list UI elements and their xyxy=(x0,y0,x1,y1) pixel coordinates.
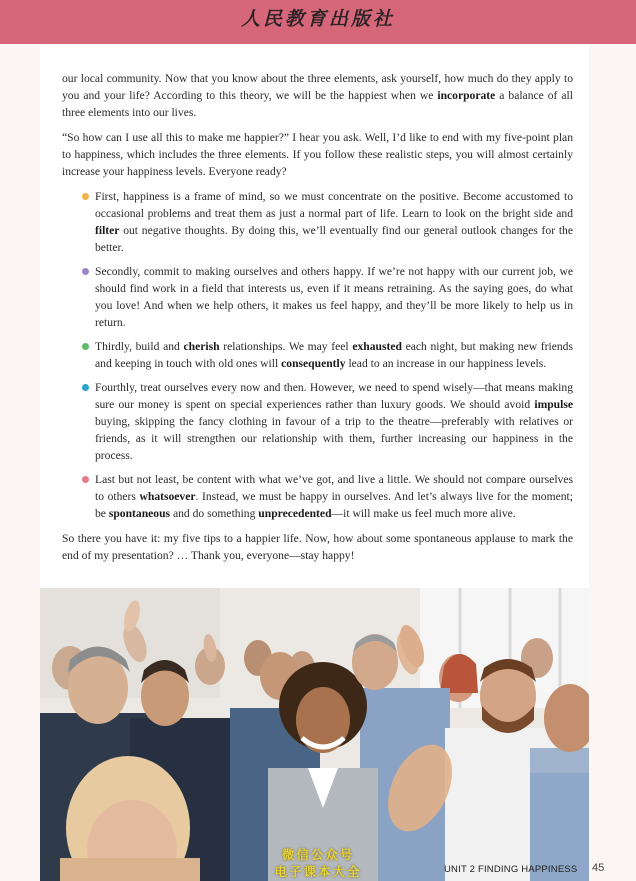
audience-illustration xyxy=(40,588,589,881)
keyword-cherish: cherish xyxy=(183,340,220,353)
keyword-impulse: impulse xyxy=(534,398,573,411)
purple-bullet-icon xyxy=(82,268,89,275)
keyword-spontaneous: spontaneous xyxy=(108,507,171,520)
list-item: Last but not least, be content with what we’ve got, and live a little. We should not compare ourselves to others whatsoever. Instead, we must be happy in ourselves. And let’s always live for the moment; be spontaneous and do something unprecedented—it will make us feel much more alive. xyxy=(62,471,573,522)
unit-label: UNIT 2 FINDING HAPPINESS xyxy=(444,864,578,875)
publisher-logo: 人民教育出版社 xyxy=(240,8,395,30)
keyword-unprecedented: unprecedented xyxy=(258,507,332,520)
watermark: 微信公众号 电子课本大全 xyxy=(274,847,362,879)
pink-bullet-icon xyxy=(82,476,89,483)
green-bullet-icon xyxy=(82,343,89,350)
list-item: First, happiness is a frame of mind, so we must concentrate on the positive. Become accustomed to occasional problems and treat them as just a normal part of life. Learn to look on the bright side and filter out negative thoughts. By doing this, we’ll eventually find our general outlook changes for the better. xyxy=(62,188,573,256)
header-bar xyxy=(0,0,636,44)
audience-photo xyxy=(40,588,589,881)
paragraph-conclusion: So there you have it: my five tips to a happier life. Now, how about some spontaneous applause to mark the end of my presentation? … Thank you, everyone—stay happy! xyxy=(62,532,573,562)
orange-bullet-icon xyxy=(82,193,89,200)
keyword-incorporate: incorporate xyxy=(437,89,496,102)
list-item: Secondly, commit to making ourselves and others happy. If we’re not happy with our current job, we should find work in a field that interests us, even if it means retraining. As the saying goes, do what you love! And when we help others, it makes us feel happy, and they’ll be more likely to help us in return. xyxy=(62,263,573,331)
blue-bullet-icon xyxy=(82,384,89,391)
keyword-exhausted: exhausted xyxy=(352,340,402,353)
five-point-list xyxy=(62,188,573,522)
paragraph-plan: “So how can I use all this to make me happier?” I hear you ask. Well, I’d like to end with my five-point plan to happiness, which includes the three elements. If you follow these realistic steps, you will almost certainly increase your happiness levels. Everyone ready? xyxy=(62,131,573,178)
list-item: Thirdly, build and cherish relationships. We may feel exhausted each night, but making new friends and keeping in touch with old ones will consequently lead to an increase in our happiness levels. xyxy=(62,338,573,372)
keyword-filter: filter xyxy=(95,224,120,237)
page-number: 45 xyxy=(592,862,605,874)
keyword-whatsoever: whatsoever xyxy=(139,490,196,503)
list-item: Fourthly, treat ourselves every now and then. However, we need to spend wisely—that means making sure our money is spent on special experiences rather than luxury goods. We should avoid impulse buying, skipping the fancy clothing in favour of a trip to the theatre—preferably with relatives or friends, as it will strengthen our relationship with them, further increasing our happiness in the process. xyxy=(62,379,573,464)
paragraph-intro: our local community. Now that you know about the three elements, ask yourself, how much do they apply to you and your life? According to this theory, we will be the happiest when we incorporate a balance of all three elements into our lives. xyxy=(62,72,573,119)
keyword-consequently: consequently xyxy=(281,357,346,370)
article-text xyxy=(62,70,573,572)
